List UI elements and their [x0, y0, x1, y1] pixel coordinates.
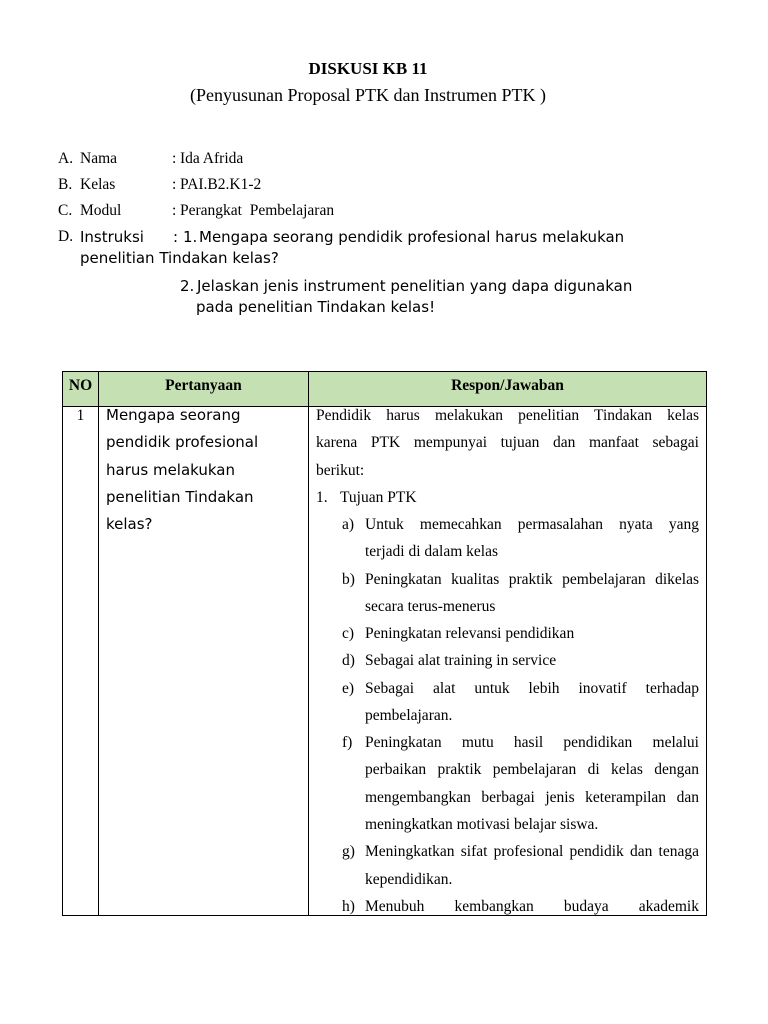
instruction-text: Jelaskan jenis instrument penelitian yang dapa digunakan — [197, 277, 633, 295]
question-line: harus melakukan — [106, 460, 236, 479]
question-cell — [99, 407, 309, 916]
item-marker: e) — [342, 679, 355, 697]
instruction-continuation — [0, 297, 768, 317]
item-marker: f) — [342, 734, 353, 752]
field-separator: : — [172, 202, 177, 219]
field-label: Kelas — [80, 176, 116, 193]
item-line: Sebagai alat training in service — [365, 652, 557, 670]
list-marker: D. — [58, 228, 74, 245]
field-value: PAI.B2.K1-2 — [180, 176, 262, 193]
row-number: 1 — [76, 407, 85, 424]
item-line: meningkatkan motivasi belajar siswa. — [365, 815, 599, 833]
item-marker: g) — [342, 843, 355, 861]
page-subtitle: (Penyusunan Proposal PTK dan Instrumen PTK ) — [190, 85, 546, 105]
item-line: mengembangkan berbagai jenis keterampilan dan — [365, 788, 699, 806]
field-row-kelas — [0, 175, 768, 195]
item-marker: h) — [342, 897, 355, 915]
answer-item-b — [316, 566, 699, 621]
list-marker: B. — [58, 176, 73, 193]
answer-cell — [309, 407, 707, 916]
section-title: Tujuan PTK — [340, 488, 417, 506]
item-line: kependidikan. — [365, 870, 453, 888]
list-marker: A. — [58, 150, 74, 167]
item-line: Peningkatan mutu hasil pendidikan melalui — [365, 734, 699, 752]
row-number-cell — [63, 407, 99, 916]
question-line: pendidik profesional — [106, 433, 259, 452]
item-marker: d) — [342, 652, 355, 670]
answer-item-a — [316, 511, 699, 566]
item-marker: c) — [342, 625, 355, 643]
answer-item-d — [316, 647, 699, 674]
item-line: Sebagai alat untuk lebih inovatif terhadap — [365, 679, 699, 697]
field-label: Nama — [80, 150, 118, 167]
field-separator: : — [173, 228, 179, 246]
instruction-text: Mengapa seorang pendidik profesional harus melakukan — [199, 228, 625, 246]
answer-intro-line: karena PTK mempunyai tujuan dan manfaat sebagai — [316, 434, 699, 452]
question-line: kelas? — [106, 515, 153, 534]
list-marker: C. — [58, 202, 73, 219]
instruction-number: 1. — [183, 228, 198, 246]
field-row-instruksi — [0, 227, 768, 247]
section-number: 1. — [316, 488, 328, 506]
field-value: Perangkat Pembelajaran — [180, 202, 335, 219]
answer-intro-line: berikut: — [316, 461, 365, 479]
column-header-answer: Respon/Jawaban — [309, 372, 707, 407]
item-line: Menubuh kembangkan budaya akademik — [365, 897, 699, 915]
answer-intro-line: Pendidik harus melakukan penelitian Tindakan kelas — [316, 407, 699, 424]
instruction-number: 2. — [180, 277, 195, 295]
item-line: terjadi di dalam kelas — [365, 543, 498, 561]
answer-item-f — [316, 729, 699, 838]
instruction-continuation — [0, 248, 768, 268]
item-line: Meningkatkan sifat profesional pendidik dan tenaga — [365, 843, 699, 861]
item-line: secara terus-menerus — [365, 597, 496, 615]
page-title: DISKUSI KB 11 — [308, 59, 428, 78]
column-header-no: NO — [63, 372, 99, 407]
field-separator: : — [172, 176, 177, 193]
instruction-row-2 — [0, 276, 768, 296]
discussion-table — [62, 371, 707, 916]
answer-section-heading — [316, 484, 699, 511]
answer-item-e — [316, 675, 699, 730]
instruction-text: penelitian Tindakan kelas? — [80, 249, 279, 267]
question-line: Mengapa seorang — [106, 407, 241, 424]
field-label: Modul — [80, 202, 122, 219]
column-header-question: Pertanyaan — [99, 372, 309, 407]
item-line: Peningkatan relevansi pendidikan — [365, 625, 575, 643]
item-line: Untuk memecahkan permasalahan nyata yang — [365, 516, 699, 534]
item-line: Peningkatan kualitas praktik pembelajaran dikelas — [365, 570, 699, 588]
field-value: Ida Afrida — [180, 150, 244, 167]
field-row-nama — [0, 149, 768, 169]
answer-item-h — [316, 893, 699, 916]
question-line: penelitian Tindakan — [106, 487, 254, 506]
answer-item-c — [316, 620, 699, 647]
instruction-text: pada penelitian Tindakan kelas! — [196, 298, 436, 316]
item-marker: a) — [342, 516, 355, 534]
field-separator: : — [172, 150, 177, 167]
answer-item-g — [316, 838, 699, 893]
item-line: perbaikan praktik pembelajaran di kelas dengan — [365, 761, 699, 779]
field-label: Instruksi — [80, 228, 144, 246]
field-row-modul — [0, 201, 768, 221]
item-marker: b) — [342, 570, 355, 588]
item-line: pembelajaran. — [365, 706, 453, 724]
